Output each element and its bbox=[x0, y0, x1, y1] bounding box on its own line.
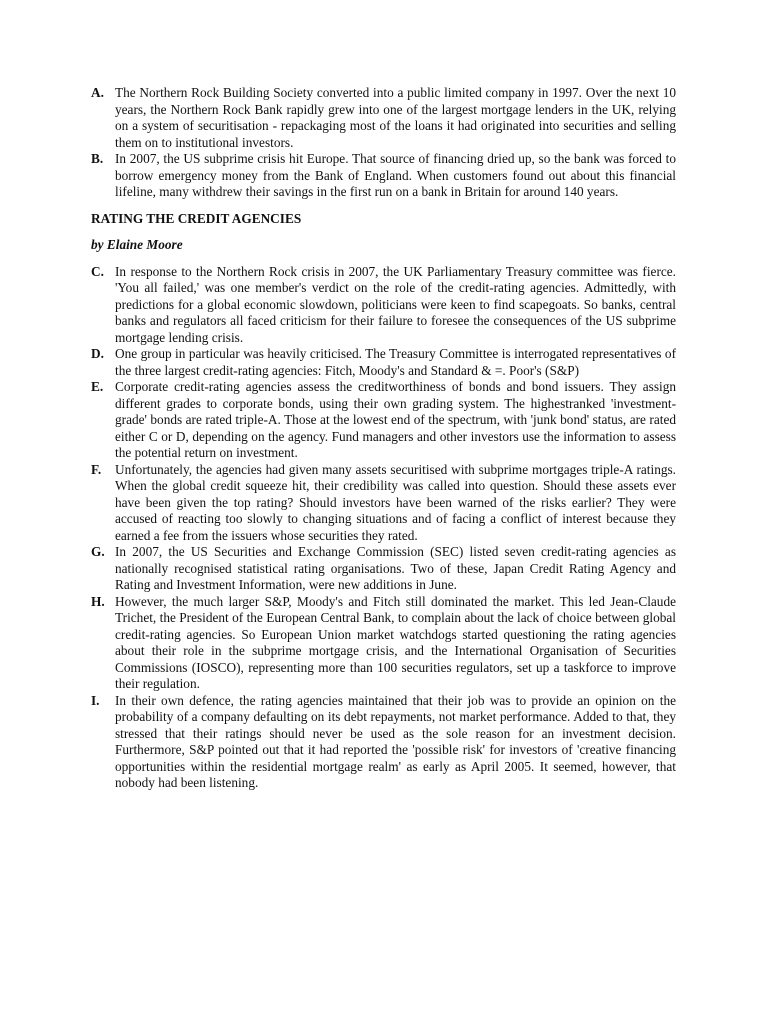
paragraph-f bbox=[91, 462, 676, 545]
paragraph-letter: D. bbox=[91, 346, 104, 361]
paragraph-letter: E. bbox=[91, 379, 104, 394]
paragraph-b bbox=[91, 151, 676, 201]
paragraph-h bbox=[91, 594, 676, 693]
paragraph-text: The Northern Rock Building Society converted into a public limited company in 1997. Over the next 10 years, the Northern Rock Bank rapidly grew into one of the largest mortgage lenders in the UK, relying on a system of securitisation - repackaging most of the loans it had originated into securities and selling them on to institutional investors. bbox=[115, 85, 676, 150]
paragraph-letter: A. bbox=[91, 85, 104, 100]
paragraph-i bbox=[91, 693, 676, 792]
paragraph-g bbox=[91, 544, 676, 594]
document-page bbox=[91, 85, 676, 792]
paragraph-c bbox=[91, 264, 676, 347]
paragraph-letter: G. bbox=[91, 544, 105, 559]
paragraph-text: Unfortunately, the agencies had given many assets securitised with subprime mortgages triple-A ratings. When the global credit squeeze hit, their credibility was called into question. Should these assets ever have been given the top rating? Should investors have been warned of the risks earlier? They were accused of reacting too slowly to changing situations and of facing a conflict of interest because they earned a fee from the issuers whose securities they rated. bbox=[115, 461, 676, 543]
paragraph-a bbox=[91, 85, 676, 151]
paragraph-letter: B. bbox=[91, 151, 104, 166]
paragraph-text: In 2007, the US Securities and Exchange Commission (SEC) listed seven credit-rating agencies as nationally recognised statistical rating organisations. Two of these, Japan Credit Rating Agency and Rating and Investment Information, were new additions in June. bbox=[115, 544, 676, 592]
paragraph-letter: F. bbox=[91, 461, 102, 477]
article-byline: by Elaine Moore bbox=[91, 237, 183, 252]
paragraph-text: However, the much larger S&P, Moody's and Fitch still dominated the market. This led Jean-Claude Trichet, the President of the European Central Bank, to complain about the lack of choice between global credit-rating agencies. So European Union market watchdogs started questioning the rating agencies about their role in the subprime mortgage crisis, and the International Organisation of Securities Commissions (IOSCO), representing more than 100 securities regulators, set up a taskforce to improve their regulation. bbox=[115, 593, 676, 691]
paragraph-text: In response to the Northern Rock crisis in 2007, the UK Parliamentary Treasury committee was fierce. 'You all failed,' was one member's verdict on the role of the credit-rating agencies. Admittedly, with predictions for a global economic slowdown, politicians were keen to find scapegoats. So banks, central banks and regulators all faced criticism for their failure to foresee the consequences of the US subprime mortgage lending crisis. bbox=[115, 263, 676, 345]
paragraph-text: One group in particular was heavily criticised. The Treasury Committee is interrogated representatives of the three largest credit-rating agencies: Fitch, Moody's and Standard & =. Poor's (S&P) bbox=[115, 346, 676, 378]
paragraph-text: In their own defence, the rating agencies maintained that their job was to provide an opinion on the probability of a company defaulting on its debt repayments, not market performance. Added to that, they stressed that their ratings should never be used as the sole reason for an investment decision. Furthermore, S&P pointed out that it had reported the 'possible risk' for investors of 'creative financing opportunities within the residential mortgage realm' as early as April 2005. It seemed, however, that nobody had been listening. bbox=[115, 692, 676, 790]
paragraph-letter: I. bbox=[91, 692, 100, 708]
paragraph-text: Corporate credit-rating agencies assess the creditworthiness of bonds and bond issuers. They assign different grades to corporate bonds, using their own grading system. The highestranked 'investment-grade' bonds are rated triple-A. Those at the lowest end of the spectrum, with 'junk bond' status, are rated either C or D, depending on the agency. Fund managers and other investors use the information to assess the potential return on investment. bbox=[115, 379, 676, 460]
paragraph-letter: H. bbox=[91, 593, 105, 609]
paragraph-e bbox=[91, 379, 676, 462]
paragraph-d bbox=[91, 346, 676, 379]
article-title: RATING THE CREDIT AGENCIES bbox=[91, 210, 302, 226]
paragraph-text: In 2007, the US subprime crisis hit Europe. That source of financing dried up, so the bank was forced to borrow emergency money from the Bank of England. When customers found out about this financial lifeline, many withdrew their savings in the first run on a bank in Britain for around 140 years. bbox=[115, 151, 676, 199]
paragraph-letter: C. bbox=[91, 263, 104, 279]
